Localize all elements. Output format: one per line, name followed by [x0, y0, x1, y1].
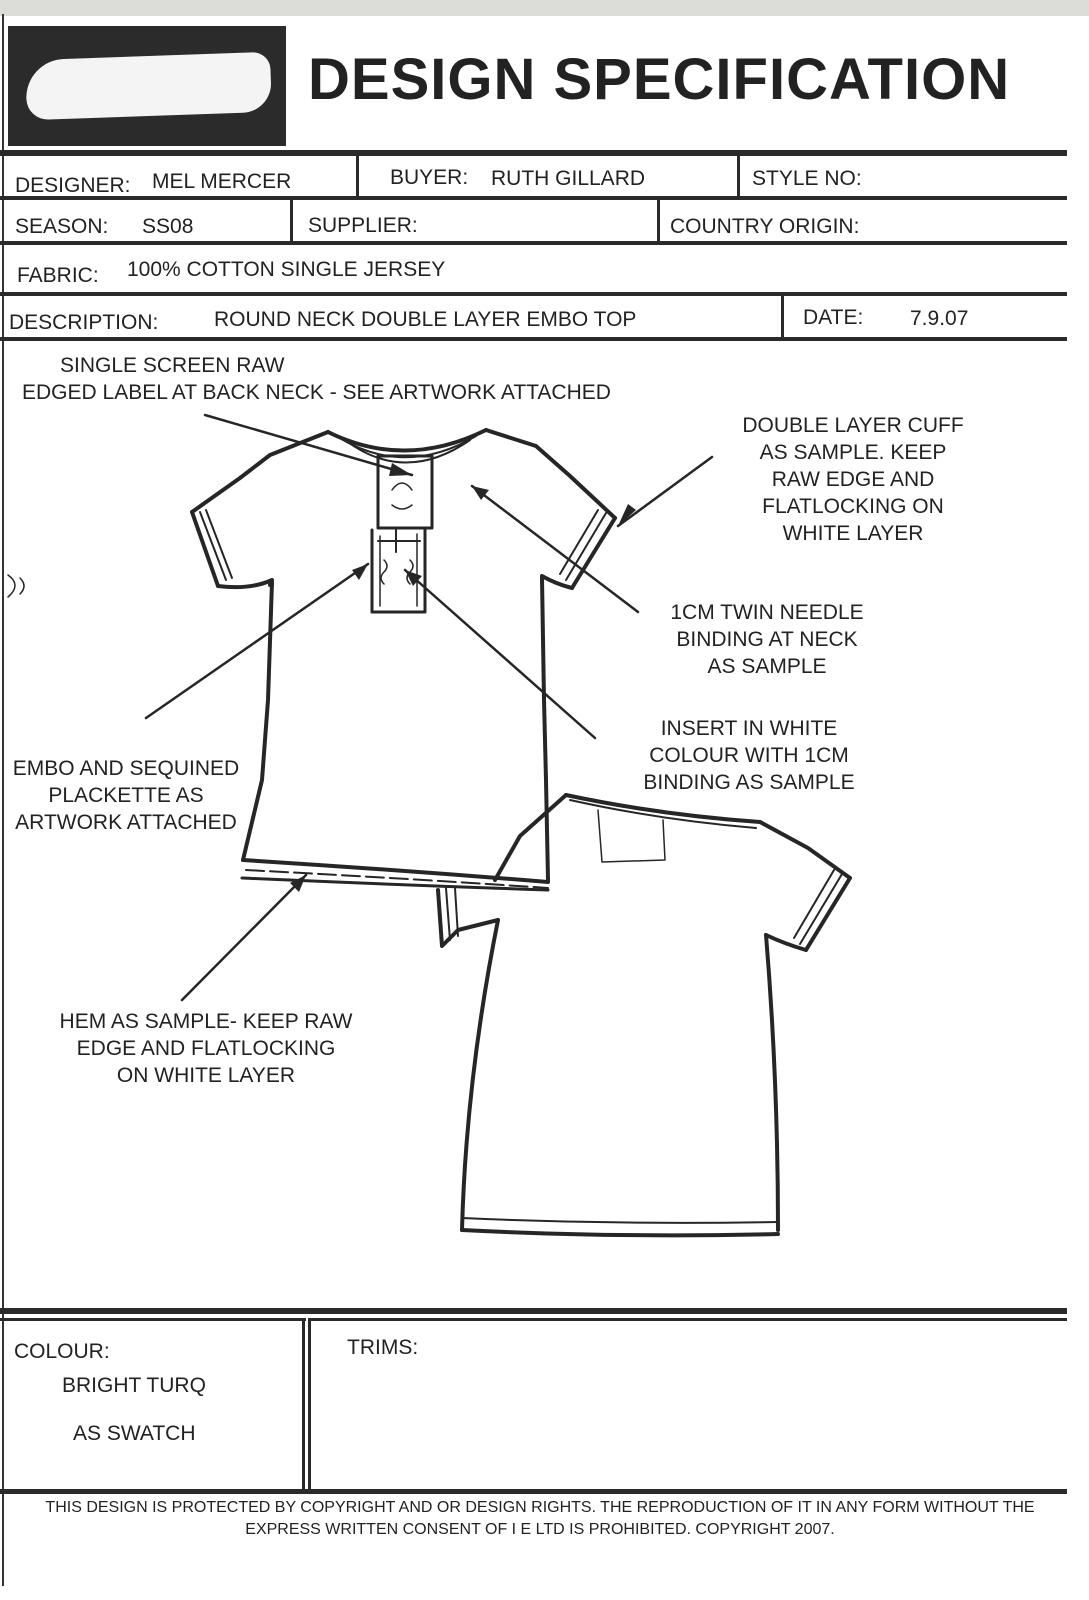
arrowheads	[290, 463, 636, 892]
footer-rule	[0, 1489, 1067, 1494]
colour-top-rule	[0, 1318, 306, 1321]
leader-lines	[146, 415, 712, 1000]
fabric-value: 100% COTTON SINGLE JERSEY	[127, 258, 446, 281]
designer-label: DESIGNER:	[15, 174, 131, 197]
placket-note-line-1: EMBO AND SEQUINED	[12, 757, 240, 780]
placket-note-line-2: PLACKETTE AS	[48, 784, 204, 807]
trims-left-rule	[308, 1320, 311, 1490]
label-note-line-1: SINGLE SCREEN RAW	[60, 354, 285, 377]
description-label: DESCRIPTION:	[9, 311, 159, 334]
header-rule	[0, 150, 1067, 156]
binding-note-line-1: 1CM TWIN NEEDLE	[670, 601, 864, 624]
copyright-line-1: THIS DESIGN IS PROTECTED BY COPYRIGHT AND OR DESIGN RIGHTS. THE REPRODUCTION OF IT IN ANY FORM WITHOUT THE	[45, 1499, 1035, 1516]
row-rule-3	[0, 292, 1067, 296]
colour-value-2: AS SWATCH	[73, 1422, 196, 1445]
cuff-note-line-1: DOUBLE LAYER CUFF	[742, 414, 964, 437]
season-label: SEASON:	[15, 215, 109, 238]
row-rule-2	[0, 241, 1067, 245]
placket-note-line-3: ARTWORK ATTACHED	[15, 811, 237, 834]
hem-note-line-3: ON WHITE LAYER	[116, 1064, 296, 1087]
buyer-label: BUYER:	[390, 166, 469, 189]
hem-note-line-1: HEM AS SAMPLE- KEEP RAW	[59, 1010, 353, 1033]
binding-note-line-3: AS SAMPLE	[707, 655, 827, 678]
season-value: SS08	[142, 215, 194, 238]
trims-label: TRIMS:	[347, 1336, 419, 1359]
insert-note-line-3: BINDING AS SAMPLE	[643, 771, 855, 794]
colour-value-1: BRIGHT TURQ	[62, 1374, 206, 1397]
designer-value: MEL MERCER	[152, 170, 292, 193]
back-view	[438, 795, 850, 1235]
row-rule-1	[0, 196, 1067, 200]
colour-label: COLOUR:	[14, 1340, 110, 1363]
cuff-note-line-3: RAW EDGE AND	[771, 468, 935, 491]
buyer-value: RUTH GILLARD	[491, 167, 646, 190]
style-no-label: STYLE NO:	[752, 167, 862, 190]
divider-description	[781, 296, 784, 339]
cuff-note-line-2: AS SAMPLE. KEEP	[759, 441, 947, 464]
cuff-note-line-5: WHITE LAYER	[782, 522, 924, 545]
divider-designer	[356, 156, 359, 198]
description-value: ROUND NECK DOUBLE LAYER EMBO TOP	[214, 308, 637, 331]
redacted-logo-mark	[25, 52, 272, 121]
binding-note-line-2: BINDING AT NECK	[676, 628, 858, 651]
country-origin-label: COUNTRY ORIGIN:	[670, 215, 860, 238]
label-note-line-2: EDGED LABEL AT BACK NECK - SEE ARTWORK ATTACHED	[22, 381, 611, 404]
insert-note-line-2: COLOUR WITH 1CM	[649, 744, 849, 767]
page-title: DESIGN SPECIFICATION	[308, 47, 1011, 112]
fabric-label: FABRIC:	[17, 264, 99, 287]
colour-left-rule	[302, 1320, 305, 1490]
supplier-label: SUPPLIER:	[308, 214, 418, 237]
divider-supplier	[657, 200, 660, 243]
date-value: 7.9.07	[910, 307, 969, 330]
bottom-section-rule	[0, 1308, 1067, 1314]
copyright-line-2: EXPRESS WRITTEN CONSENT OF I E LTD IS PROHIBITED. COPYRIGHT 2007.	[245, 1521, 835, 1538]
insert-note-line-1: INSERT IN WHITE	[660, 717, 838, 740]
front-view	[192, 430, 615, 890]
divider-season	[290, 200, 293, 243]
cuff-note-line-4: FLATLOCKING ON	[762, 495, 944, 518]
divider-buyer	[737, 156, 740, 198]
trims-top-rule	[308, 1318, 1067, 1321]
hem-note-line-2: EDGE AND FLATLOCKING	[76, 1037, 336, 1060]
date-label: DATE:	[803, 306, 864, 329]
company-logo	[8, 26, 286, 146]
